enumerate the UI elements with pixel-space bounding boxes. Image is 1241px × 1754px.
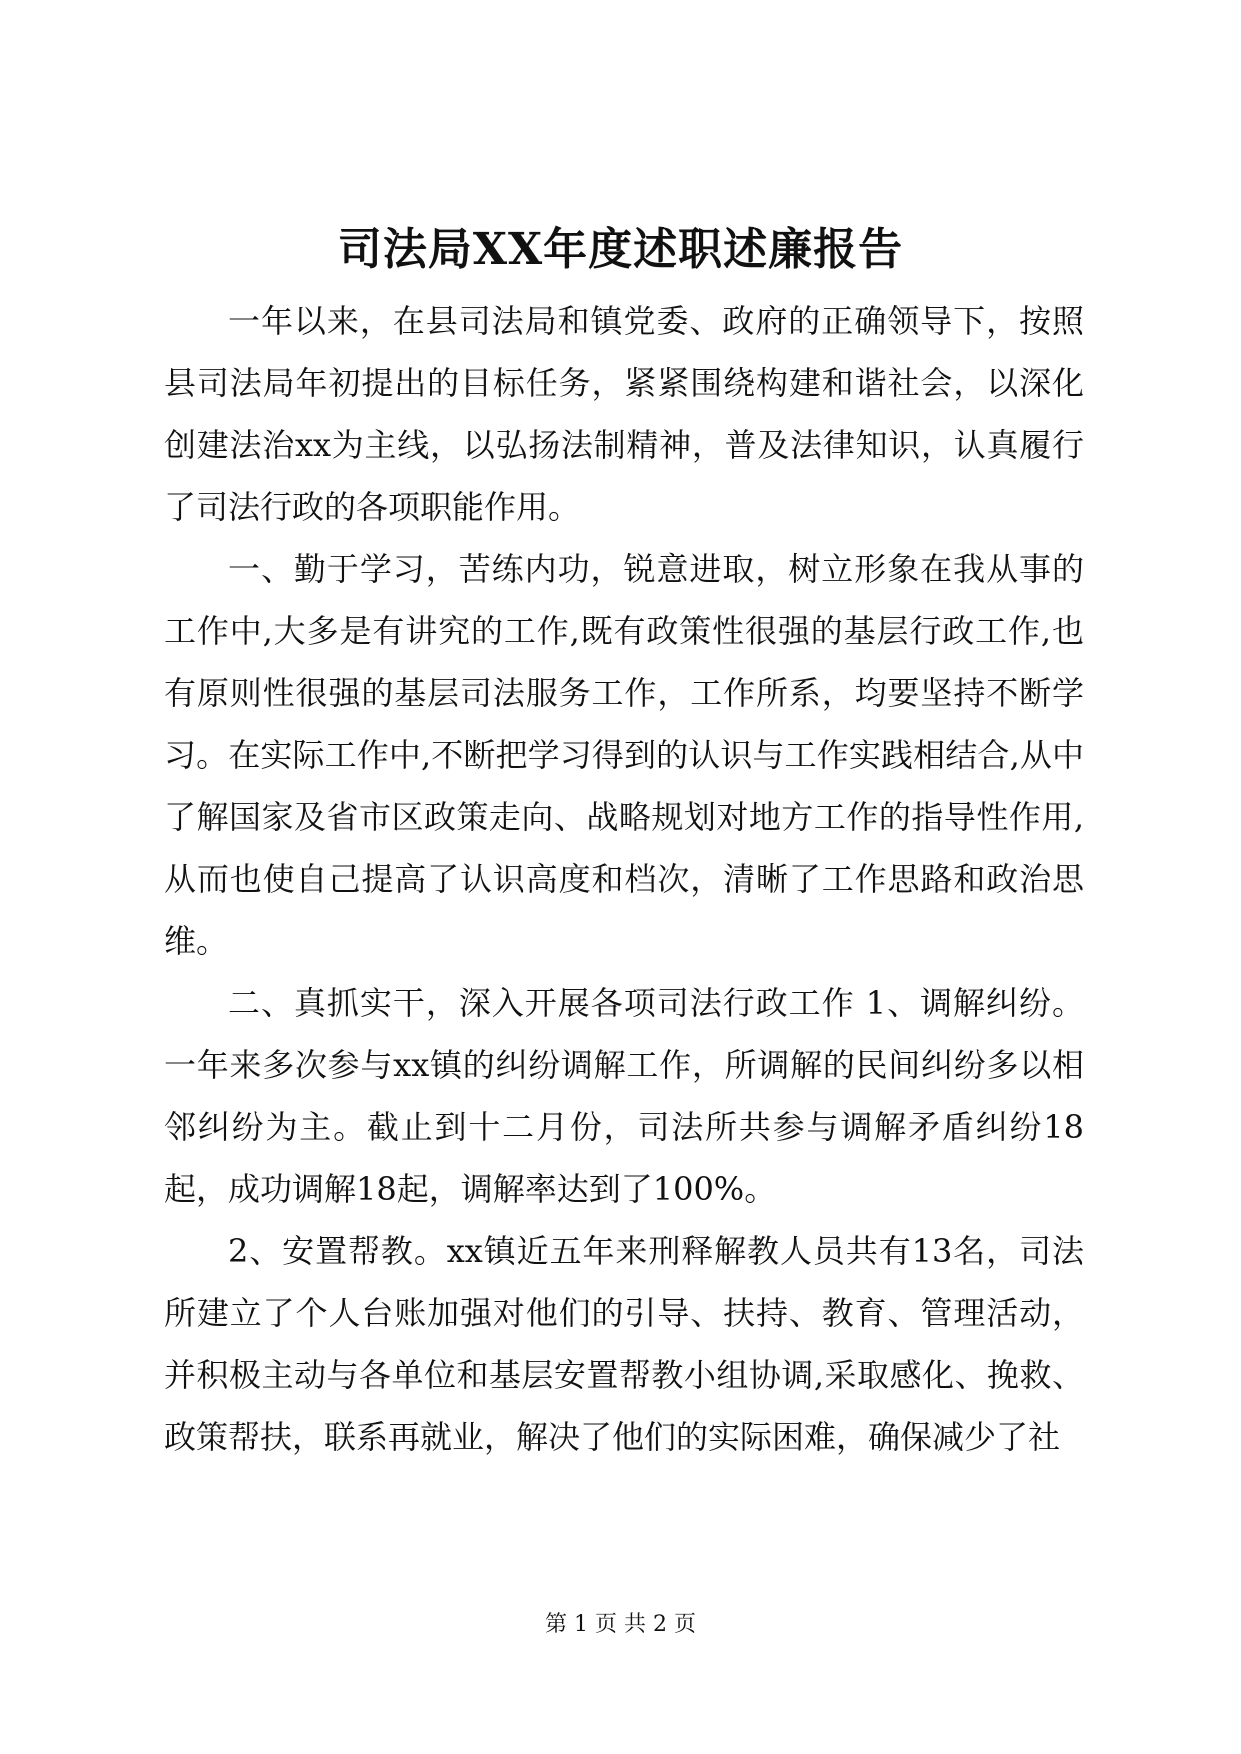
paragraph-resettlement: 2、安置帮教。xx镇近五年来刑释解教人员共有13名，司法所建立了个人台账加强对他们的引导、扶持、教育、管理活动，并积极主动与各单位和基层安置帮教小组协调,采取感化、挽救、政策帮扶，联系再就业，解决了他们的实际困难，确保减少了社: [164, 1232, 1084, 1456]
paragraph-intro: 一年以来，在县司法局和镇党委、政府的正确领导下，按照县司法局年初提出的目标任务，紧紧围绕构建和谐社会，以深化创建法治xx为主线，以弘扬法制精神，普及法律知识，认真履行了司法行政的各项职能作用。: [164, 302, 1084, 526]
paragraph-section-two: 二、真抓实干，深入开展各项司法行政工作 1、调解纠纷。一年来多次参与xx镇的纠纷调解工作，所调解的民间纠纷多以相邻纠纷为主。截止到十二月份，司法所共参与调解矛盾纠纷18起，成功调解18起，调解率达到了100%。: [164, 984, 1084, 1208]
document-body: [164, 290, 1084, 1468]
page-number-footer: 第 1 页 共 2 页: [545, 1612, 696, 1637]
paragraph-section-one: 一、勤于学习，苦练内功，锐意进取，树立形象在我从事的工作中,大多是有讲究的工作,既有政策性很强的基层行政工作,也有原则性很强的基层司法服务工作，工作所系，均要坚持不断学习。在实际工作中,不断把学习得到的认识与工作实践相结合,从中了解国家及省市区政策走向、战略规划对地方工作的指导性作用,从而也使自己提高了认识高度和档次，清晰了工作思路和政治思维。: [164, 550, 1084, 960]
document-title: 司法局XX年度述职述廉报告: [337, 224, 904, 275]
